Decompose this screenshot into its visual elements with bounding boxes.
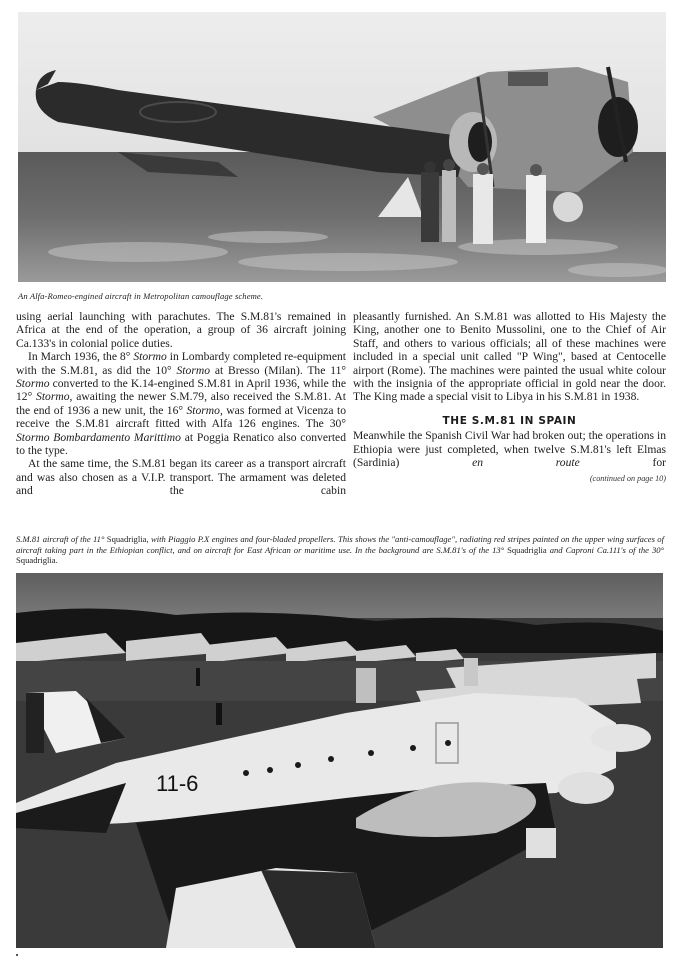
text-run: , awaiting the newer S.M.79, also received the S.M.81. At the end of 1936 a new unit, the 16°	[16, 390, 346, 417]
wing-engine	[558, 772, 614, 804]
continued-on-page-note: (continued on page 10)	[589, 474, 666, 484]
photo-sm81-lineup-image	[16, 573, 663, 948]
paragraph: pleasantly furnished. An S.M.81 was allotted to His Majesty the King, another one to Benito Mussolini, one to the Chief of Air Staff, and others to various officials; all of these machines were included in a special unit called "P Wing", based at Centocelle airport (Rome). The machines were painted the usual white colour with the insignia of the appropriate official in gold near the door. The King made a special visit to Libya in his S.M.81 in 1938.	[353, 310, 666, 404]
photo-sm81-alfa-romeo	[18, 12, 666, 282]
paragraph	[16, 350, 346, 457]
caption-run: Squadriglia	[504, 544, 547, 555]
text-run: in Lombardy completed re-equipment with the S.M.81, as did the 10°	[16, 350, 346, 377]
text-run: at Poggia Renatico also converted to the type.	[16, 430, 346, 458]
caption-run: Squadriglia	[104, 534, 147, 544]
paragraph: using aerial launching with parachutes. The S.M.81's remained in Africa at the end of the operation, a group of 36 aircraft joining Ca.133's in colonial police duties.	[16, 310, 346, 350]
text-run: converted to the K.14-engined S.M.81 in April 1936, while the 12°	[16, 377, 346, 404]
text-run: at Bresso (Milan). The 11°	[210, 363, 346, 377]
person	[473, 174, 493, 244]
section-heading: THE S.M.81 IN SPAIN	[442, 414, 577, 427]
photo-sm81-lineup	[16, 573, 663, 948]
photo-caption-bottom	[16, 534, 664, 566]
tail-stripe-dark	[26, 693, 44, 753]
nose-wheel-fairing	[553, 192, 583, 222]
caption-run: Squadriglia.	[16, 555, 58, 566]
person	[196, 668, 200, 686]
text-run: Meanwhile the Spanish Civil War had broken out; the operations in Ethiopia were just completed, when twelve S.M.81's left Elmas (Sardinia)	[353, 429, 666, 470]
person	[421, 172, 439, 242]
person	[526, 175, 546, 243]
article-column-left	[16, 310, 346, 498]
caption-run: and Caproni Ca.111's of the 30°	[546, 544, 664, 555]
page-mark	[16, 954, 18, 956]
photo-caption-top: An Alfa-Romeo-engined aircraft in Metropolitan camouflage scheme.	[18, 291, 264, 301]
nose-engine	[591, 724, 651, 752]
cockpit-glazing	[508, 72, 548, 86]
text-run: Stormo	[16, 377, 50, 391]
text-run: for	[579, 456, 667, 470]
text-run: Stormo	[36, 390, 70, 404]
photo-sm81-alfa-romeo-image	[18, 12, 666, 282]
article-column-right	[353, 310, 666, 486]
text-run: In March 1936, the 8°	[28, 350, 134, 364]
text-run: Stormo	[133, 350, 167, 364]
person	[442, 170, 456, 242]
text-run: en route	[472, 456, 580, 470]
caption-run: , with Piaggio P.X engines and four-bladed propellers. This shows the "anti-camouflage", radiating red stripes painted on the upper wing surfaces of aircraft taking part in the Ethiopian conflict, and on aircraft for East African or maritime use. In the background are S.M.81's of the 13°	[16, 534, 664, 555]
text-run: , was formed at Vicenza to receive the S.M.81 aircraft fitted with Alfa 126 engines. The 30°	[16, 403, 347, 431]
text-run: Stormo Bombardamento Marittimo	[16, 430, 181, 444]
text-run: Stormo	[186, 403, 220, 417]
wheel-fairing	[526, 828, 556, 858]
paragraph: At the same time, the S.M.81 began its career as a transport aircraft and was also chosen as a V.I.P. transport. The armament was deleted and the cabin	[16, 457, 346, 498]
person	[216, 703, 222, 725]
text-run: Stormo	[176, 363, 210, 377]
caption-run: S.M.81 aircraft of the 11°	[16, 534, 105, 544]
paragraph	[353, 429, 666, 469]
fuselage-code: 11-6	[156, 771, 199, 796]
